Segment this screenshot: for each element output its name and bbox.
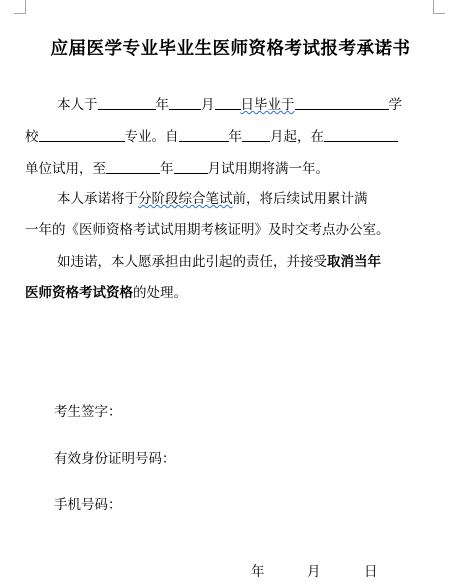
text-breach: 如违诺，本人愿承担由此引起的责任，并接受 (57, 254, 327, 270)
blank-grad-month[interactable] (169, 95, 201, 110)
date-year: 年 (251, 564, 265, 580)
text-lead: 本人于 (57, 97, 98, 113)
blank-end-month[interactable] (174, 159, 208, 174)
blank-start-year[interactable] (179, 127, 229, 142)
phone-number-label: 手机号码： (54, 497, 122, 513)
text-unit: 单位试用，至 (25, 161, 106, 177)
page-corner-mark-left (14, 0, 26, 14)
blank-major[interactable] (39, 127, 125, 142)
blank-grad-day[interactable] (215, 95, 241, 110)
document-title: 应届医学专业毕业生医师资格考试报考承诺书 (50, 39, 411, 59)
paragraph3-line-1 (57, 253, 381, 271)
paragraph3-line-2 (25, 284, 187, 302)
text-month: 月 (201, 97, 215, 113)
blank-school[interactable] (295, 95, 389, 110)
text-handling: 的处理。 (133, 285, 187, 301)
text-exam-name: 分阶段综合笔试 (138, 191, 233, 207)
paragraph-line-2 (25, 127, 398, 146)
blank-start-month[interactable] (242, 127, 270, 142)
id-number-label: 有效身份证明号码： (54, 451, 176, 467)
text-school-end: 学 (388, 97, 402, 113)
text-commit: 本人承诺将于 (57, 191, 138, 207)
text-year3: 年 (160, 161, 174, 177)
page-corner-mark-right (433, 0, 445, 14)
text-school2: 校 (25, 129, 39, 145)
blank-grad-year[interactable] (98, 95, 156, 110)
paragraph2-line-2: 一年的《医师资格考试试用期考核证明》及时交考点办公室。 (25, 222, 390, 238)
text-commit-end: 前，将后续试用累计满 (232, 191, 368, 207)
paragraph-line-3 (25, 159, 329, 178)
date-day: 日 (364, 564, 378, 580)
text-month-from: 月起，在 (270, 129, 324, 145)
text-day-graduated: 日毕业于 (240, 97, 295, 113)
paragraph-line-1 (57, 95, 402, 114)
date-month: 月 (307, 564, 321, 580)
text-qualification-bold: 医师资格考试资格 (25, 285, 133, 301)
text-major: 专业。自 (124, 129, 179, 145)
text-year2: 年 (228, 129, 242, 145)
text-cancel-bold: 取消当年 (327, 254, 381, 270)
text-year: 年 (155, 97, 169, 113)
paragraph2-line-1 (57, 190, 368, 208)
blank-end-year[interactable] (106, 159, 160, 174)
signature-label: 考生签字： (54, 404, 122, 420)
text-month-end: 月试用期将满一年。 (207, 161, 329, 177)
blank-unit[interactable] (324, 127, 398, 142)
